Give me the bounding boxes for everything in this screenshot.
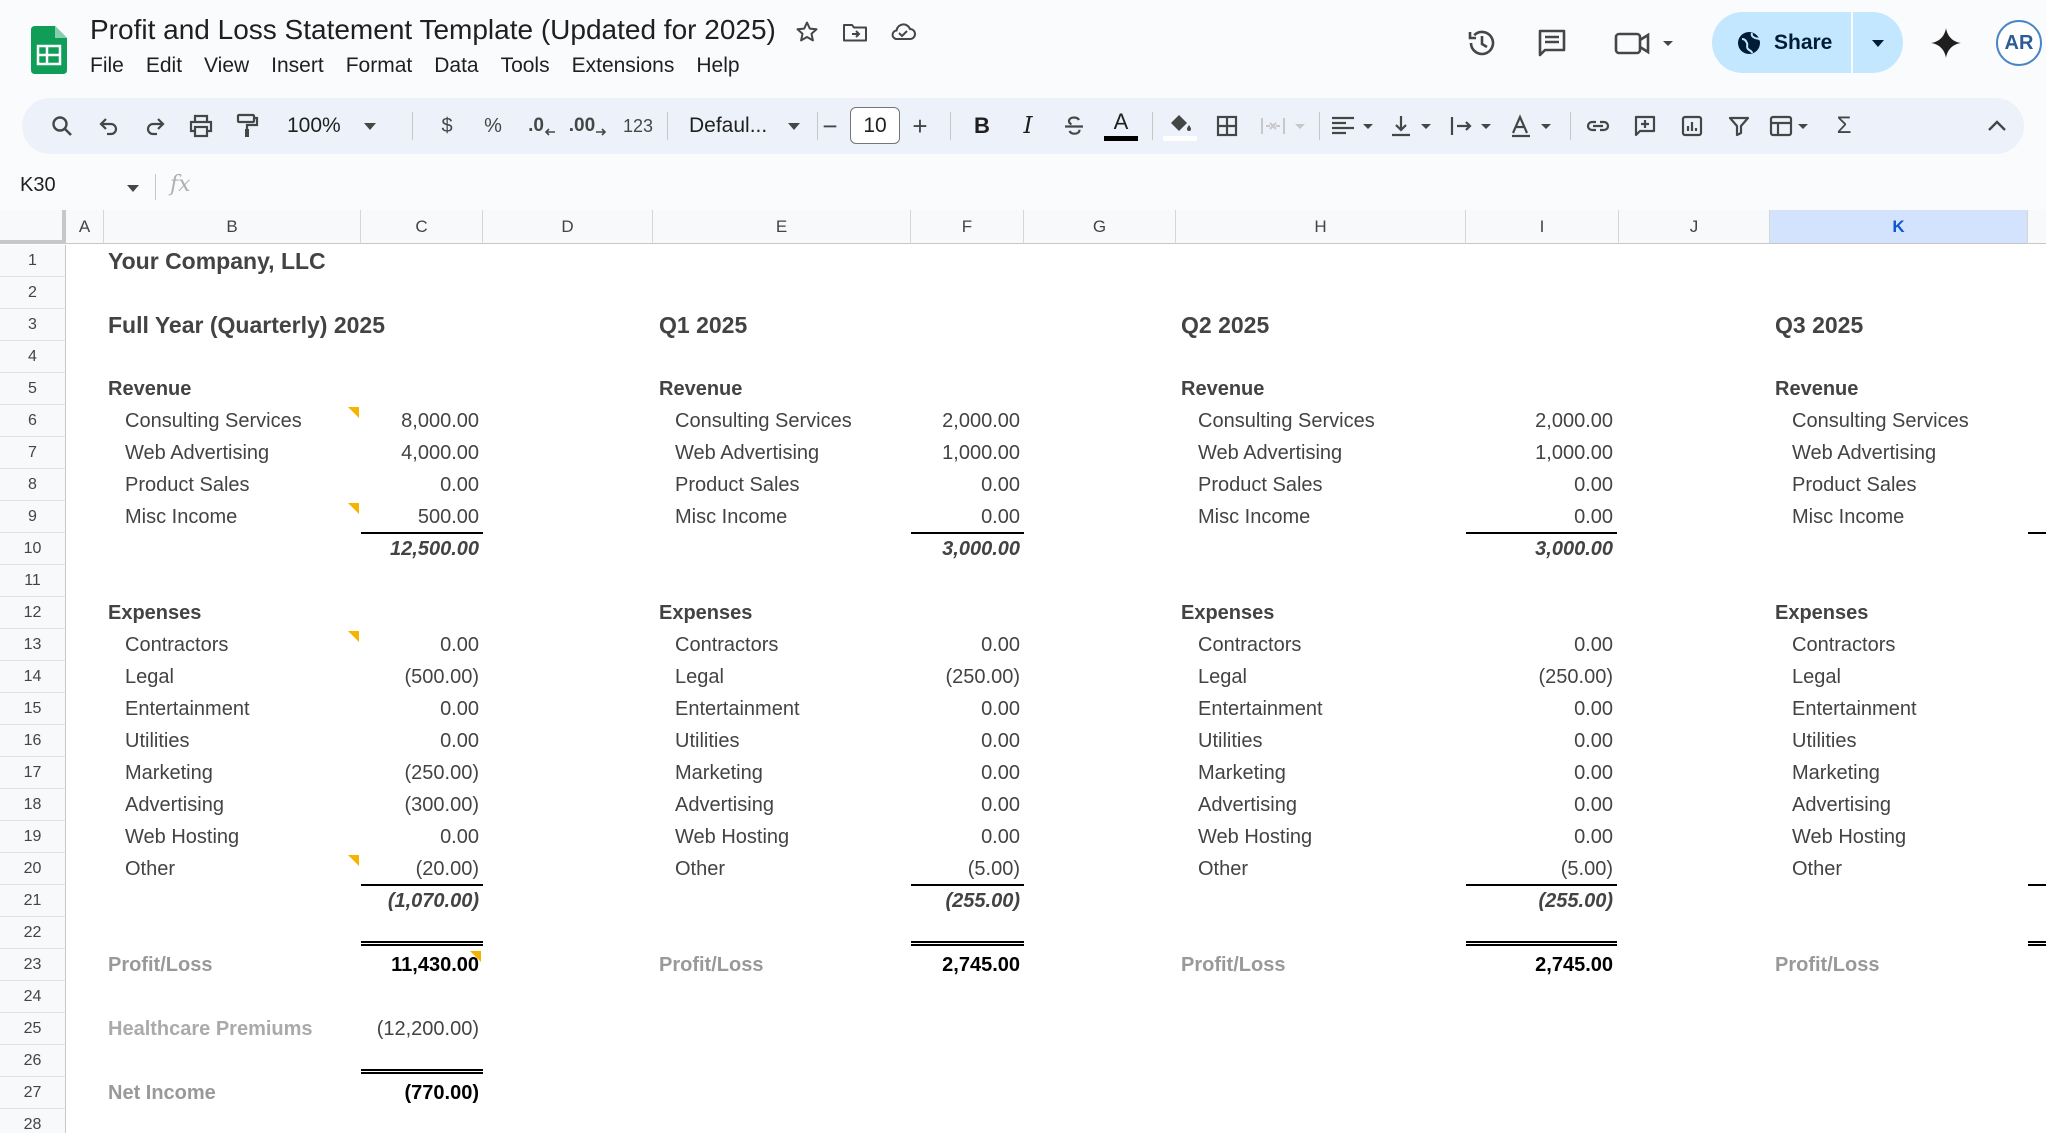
text-color-swatch <box>1104 136 1138 141</box>
column-header-j[interactable]: J <box>1619 210 1770 244</box>
expense-item-label[interactable]: Advertising <box>1198 794 1297 816</box>
vertical-align-icon[interactable] <box>1387 98 1443 154</box>
healthcare-label[interactable]: Healthcare Premiums <box>108 1018 313 1040</box>
double-border <box>2028 941 2046 946</box>
expense-item-label[interactable]: Entertainment <box>675 698 800 720</box>
print-icon[interactable] <box>185 98 217 154</box>
row-header-19[interactable]: 19 <box>0 821 66 853</box>
revenue-item-label[interactable]: Consulting Services <box>1198 410 1375 432</box>
font-family-value: Defaul... <box>689 114 768 137</box>
row-header-17[interactable]: 17 <box>0 757 66 789</box>
expense-item-label[interactable]: Utilities <box>1198 730 1263 752</box>
revenue-heading[interactable]: Revenue <box>1775 378 1859 400</box>
revenue-item-label[interactable]: Product Sales <box>125 474 250 496</box>
profit-loss-label[interactable]: Profit/Loss <box>1181 954 1286 976</box>
expense-value[interactable]: 0.00 <box>981 794 1020 816</box>
column-header-e[interactable]: E <box>653 210 911 244</box>
row-header-7[interactable]: 7 <box>0 437 66 469</box>
note-marker[interactable] <box>348 407 359 418</box>
row-header-23[interactable]: 23 <box>0 949 66 981</box>
row-header-25[interactable]: 25 <box>0 1013 66 1045</box>
expenses-heading[interactable]: Expenses <box>108 602 202 624</box>
row-header-1[interactable]: 1 <box>0 245 66 277</box>
menu-edit[interactable]: Edit <box>145 54 183 77</box>
column-header-b[interactable]: B <box>104 210 361 244</box>
section-title[interactable]: Full Year (Quarterly) 2025 <box>108 312 385 338</box>
menu-format[interactable]: Format <box>345 54 413 77</box>
revenue-value[interactable]: 0.00 <box>440 474 479 496</box>
expenses-total[interactable]: (255.00) <box>1538 890 1613 912</box>
caret-down-icon <box>363 121 377 131</box>
expense-value[interactable]: 0.00 <box>440 698 479 720</box>
revenue-value[interactable]: 1,000.00 <box>1535 442 1613 464</box>
menu-data[interactable]: Data <box>434 54 479 77</box>
borders-icon[interactable] <box>1207 98 1247 154</box>
title-bar <box>0 0 2046 90</box>
expense-value[interactable]: 0.00 <box>440 730 479 752</box>
decrease-decimal-button[interactable] <box>519 98 565 154</box>
expense-item-label[interactable]: Other <box>125 858 176 880</box>
expense-item-label[interactable]: Entertainment <box>1198 698 1323 720</box>
row-header-27[interactable]: 27 <box>0 1077 66 1109</box>
profit-loss-label[interactable]: Profit/Loss <box>108 954 213 976</box>
revenue-value[interactable]: 2,000.00 <box>942 410 1020 432</box>
font-family-select[interactable] <box>667 98 812 154</box>
expense-item-label[interactable]: Legal <box>1792 666 1841 688</box>
expense-value[interactable]: (5.00) <box>967 858 1020 880</box>
expenses-heading[interactable]: Expenses <box>1181 602 1275 624</box>
expense-value[interactable]: 0.00 <box>981 698 1020 720</box>
toolbar-divider <box>1152 112 1153 140</box>
revenue-heading[interactable]: Revenue <box>659 378 743 400</box>
column-header-d[interactable]: D <box>483 210 653 244</box>
table-view-icon[interactable] <box>1767 98 1821 154</box>
revenue-value[interactable]: 0.00 <box>1574 506 1613 528</box>
font-size-input[interactable]: 10 <box>850 107 900 144</box>
revenue-value[interactable]: 0.00 <box>981 474 1020 496</box>
expense-value[interactable]: 0.00 <box>981 730 1020 752</box>
row-header-3[interactable]: 3 <box>0 309 66 341</box>
profit-loss-value[interactable]: 11,430.00 <box>391 954 479 976</box>
merge-cells-icon[interactable] <box>1257 98 1313 154</box>
cell-border <box>2028 884 2046 886</box>
meet-video-icon[interactable] <box>1610 23 1686 63</box>
increase-decimal-button[interactable] <box>565 98 611 154</box>
expense-item-label[interactable]: Legal <box>675 666 724 688</box>
revenue-item-label[interactable]: Consulting Services <box>1792 410 1969 432</box>
paint-format-icon[interactable] <box>231 98 263 154</box>
expense-item-label[interactable]: Entertainment <box>1792 698 1917 720</box>
expense-item-label[interactable]: Contractors <box>1198 634 1302 656</box>
text-wrapping-icon[interactable] <box>1447 98 1503 154</box>
expense-item-label[interactable]: Marketing <box>1792 762 1880 784</box>
expense-item-label[interactable]: Advertising <box>125 794 224 816</box>
expense-value[interactable]: 0.00 <box>981 634 1020 656</box>
caret-down-icon <box>1869 37 1887 49</box>
italic-button[interactable]: I <box>1023 113 1033 139</box>
text-color-button[interactable] <box>1100 98 1142 154</box>
comments-icon[interactable] <box>1532 23 1572 63</box>
menu-extensions[interactable]: Extensions <box>571 54 675 77</box>
revenue-item-label[interactable]: Web Advertising <box>1792 442 1937 464</box>
expense-value[interactable]: (250.00) <box>1538 666 1613 688</box>
double-border <box>911 941 1024 946</box>
expense-item-label[interactable]: Utilities <box>125 730 190 752</box>
row-header-16[interactable]: 16 <box>0 725 66 757</box>
expense-item-label[interactable]: Marketing <box>125 762 213 784</box>
net-income-value[interactable]: (770.00) <box>404 1082 479 1104</box>
expense-item-label[interactable]: Other <box>1198 858 1249 880</box>
row-header-28[interactable]: 28 <box>0 1109 66 1133</box>
column-header-h[interactable]: H <box>1176 210 1466 244</box>
bold-button[interactable]: B <box>974 113 990 138</box>
row-header-8[interactable]: 8 <box>0 469 66 501</box>
increase-font-size-button[interactable]: + <box>912 110 928 141</box>
column-header-c[interactable]: C <box>361 210 483 244</box>
expense-value[interactable]: 0.00 <box>1574 634 1613 656</box>
expense-value[interactable]: 0.00 <box>1574 794 1613 816</box>
account-avatar[interactable]: AR <box>1996 20 2042 66</box>
arrow-left-icon <box>544 126 556 138</box>
expense-item-label[interactable]: Advertising <box>1792 794 1891 816</box>
profit-loss-value[interactable]: 2,745.00 <box>942 954 1020 976</box>
profit-loss-value[interactable]: 2,745.00 <box>1535 954 1613 976</box>
row-header-15[interactable]: 15 <box>0 693 66 725</box>
expense-value[interactable]: (250.00) <box>945 666 1020 688</box>
revenue-item-label[interactable]: Web Advertising <box>125 442 270 464</box>
healthcare-value[interactable]: (12,200.00) <box>376 1018 479 1040</box>
expense-item-label[interactable]: Legal <box>125 666 174 688</box>
caret-down-icon[interactable] <box>126 183 140 193</box>
row-header-13[interactable]: 13 <box>0 629 66 661</box>
revenue-value[interactable]: 4,000.00 <box>401 442 479 464</box>
globe-icon <box>1736 30 1762 56</box>
expense-value[interactable]: (500.00) <box>404 666 479 688</box>
select-all-corner[interactable] <box>0 210 66 244</box>
expense-item-label[interactable]: Web Hosting <box>125 826 240 848</box>
expense-value[interactable]: 0.00 <box>1574 826 1613 848</box>
cloud-saved-icon[interactable] <box>888 17 918 47</box>
expense-value[interactable]: 0.00 <box>1574 698 1613 720</box>
cell-border <box>2028 532 2046 534</box>
revenue-item-label[interactable]: Web Advertising <box>1198 442 1343 464</box>
revenue-heading[interactable]: Revenue <box>1181 378 1265 400</box>
search-menus-icon[interactable] <box>42 98 82 154</box>
revenue-item-label[interactable]: Misc Income <box>1792 506 1905 528</box>
row-header-18[interactable]: 18 <box>0 789 66 821</box>
fill-color-icon[interactable] <box>1160 98 1200 154</box>
arrow-right-icon <box>595 126 607 138</box>
revenue-value[interactable]: 0.00 <box>981 506 1020 528</box>
redo-icon[interactable] <box>139 98 171 154</box>
expense-value[interactable]: 0.00 <box>440 634 479 656</box>
revenue-value[interactable]: 2,000.00 <box>1535 410 1613 432</box>
revenue-value[interactable]: 1,000.00 <box>942 442 1020 464</box>
revenue-total[interactable]: 3,000.00 <box>942 538 1020 560</box>
expense-item-label[interactable]: Web Hosting <box>1792 826 1907 848</box>
expense-item-label[interactable]: Contractors <box>675 634 779 656</box>
expense-item-label[interactable]: Web Hosting <box>675 826 790 848</box>
expense-value[interactable]: (250.00) <box>404 762 479 784</box>
format-currency-button[interactable]: $ <box>441 114 453 137</box>
star-icon[interactable] <box>792 17 822 47</box>
toolbar-divider <box>1319 112 1320 140</box>
row-header-2[interactable]: 2 <box>0 277 66 309</box>
column-header-i[interactable]: I <box>1466 210 1619 244</box>
zoom-select[interactable] <box>287 98 387 154</box>
expense-value[interactable]: (300.00) <box>404 794 479 816</box>
insert-chart-icon[interactable] <box>1672 98 1712 154</box>
toolbar-divider <box>950 112 951 140</box>
revenue-item-label[interactable]: Product Sales <box>675 474 800 496</box>
revenue-item-label[interactable]: Consulting Services <box>125 410 302 432</box>
fill-color-swatch <box>1163 136 1197 141</box>
column-header-f[interactable]: F <box>911 210 1024 244</box>
expenses-heading[interactable]: Expenses <box>659 602 753 624</box>
insert-link-icon[interactable] <box>1578 98 1618 154</box>
row-header-21[interactable]: 21 <box>0 885 66 917</box>
document-title[interactable]: Profit and Loss Statement Template (Updated for 2025) <box>90 14 776 45</box>
expense-item-label[interactable]: Utilities <box>675 730 740 752</box>
row-header-5[interactable]: 5 <box>0 373 66 405</box>
functions-button[interactable]: Σ <box>1836 112 1852 139</box>
expense-value[interactable]: 0.00 <box>1574 762 1613 784</box>
decrease-font-size-button[interactable]: − <box>822 110 838 141</box>
expense-item-label[interactable]: Legal <box>1198 666 1247 688</box>
profit-loss-label[interactable]: Profit/Loss <box>659 954 764 976</box>
column-header-k[interactable]: K <box>1770 210 2028 244</box>
expenses-total[interactable]: (255.00) <box>945 890 1020 912</box>
section-title[interactable]: Q2 2025 <box>1181 312 1270 338</box>
revenue-item-label[interactable]: Product Sales <box>1198 474 1323 496</box>
section-title[interactable]: Q3 2025 <box>1775 312 1864 338</box>
share-label: Share <box>1774 30 1833 54</box>
revenue-item-label[interactable]: Misc Income <box>675 506 788 528</box>
revenue-value[interactable]: 8,000.00 <box>401 410 479 432</box>
format-percent-button[interactable]: % <box>484 114 502 137</box>
company-name[interactable]: Your Company, LLC <box>108 248 326 274</box>
row-header-9[interactable]: 9 <box>0 501 66 533</box>
version-history-icon[interactable] <box>1462 23 1502 63</box>
menu-help[interactable]: Help <box>696 54 740 77</box>
insert-comment-icon[interactable] <box>1625 98 1665 154</box>
net-income-label[interactable]: Net Income <box>108 1082 216 1104</box>
revenue-total[interactable]: 12,500.00 <box>390 538 479 560</box>
note-marker[interactable] <box>348 503 359 514</box>
expense-item-label[interactable]: Utilities <box>1792 730 1857 752</box>
expense-item-label[interactable]: Web Hosting <box>1198 826 1313 848</box>
toolbar-divider <box>1570 112 1571 140</box>
row-header-24[interactable]: 24 <box>0 981 66 1013</box>
row-header-4[interactable]: 4 <box>0 341 66 373</box>
toolbar-divider <box>412 112 413 140</box>
zoom-value: 100% <box>287 114 341 137</box>
spreadsheet-grid[interactable] <box>0 210 2046 1133</box>
text-rotation-icon[interactable] <box>1507 98 1563 154</box>
share-button[interactable] <box>1712 12 1851 73</box>
revenue-item-label[interactable]: Misc Income <box>125 506 238 528</box>
row-header-10[interactable]: 10 <box>0 533 66 565</box>
row-header-14[interactable]: 14 <box>0 661 66 693</box>
fx-icon: fx <box>170 172 191 197</box>
row-header-12[interactable]: 12 <box>0 597 66 629</box>
column-header-next[interactable] <box>2028 210 2046 244</box>
decrease-decimal-label: .0 <box>528 115 544 136</box>
formula-bar <box>0 168 2046 206</box>
expense-item-label[interactable]: Marketing <box>1198 762 1286 784</box>
revenue-item-label[interactable]: Consulting Services <box>675 410 852 432</box>
menu-bar <box>90 52 751 80</box>
column-header-a[interactable]: A <box>66 210 104 244</box>
expenses-total[interactable]: (1,070.00) <box>387 890 479 912</box>
expense-value[interactable]: 0.00 <box>1574 730 1613 752</box>
menu-view[interactable]: View <box>204 54 250 77</box>
expense-item-label[interactable]: Entertainment <box>125 698 250 720</box>
revenue-item-label[interactable]: Misc Income <box>1198 506 1311 528</box>
menu-tools[interactable]: Tools <box>500 54 550 77</box>
menu-file[interactable]: File <box>90 54 124 77</box>
undo-icon[interactable] <box>93 98 125 154</box>
revenue-value[interactable]: 500.00 <box>417 506 479 528</box>
filter-icon[interactable] <box>1719 98 1759 154</box>
column-header-g[interactable]: G <box>1024 210 1176 244</box>
double-border <box>1466 941 1617 946</box>
revenue-heading[interactable]: Revenue <box>108 378 192 400</box>
formula-divider <box>155 174 156 200</box>
double-border <box>361 1069 483 1074</box>
more-formats-button[interactable]: 123 <box>622 115 654 136</box>
expense-item-label[interactable]: Advertising <box>675 794 774 816</box>
sheets-logo-icon[interactable] <box>29 26 69 74</box>
horizontal-align-icon[interactable] <box>1327 98 1383 154</box>
move-folder-icon[interactable] <box>840 17 870 47</box>
expense-item-label[interactable]: Contractors <box>1792 634 1896 656</box>
revenue-item-label[interactable]: Web Advertising <box>675 442 820 464</box>
row-header-20[interactable]: 20 <box>0 853 66 885</box>
expense-item-label[interactable]: Contractors <box>125 634 229 656</box>
note-marker[interactable] <box>348 855 359 866</box>
row-header-6[interactable]: 6 <box>0 405 66 437</box>
increase-decimal-label: .00 <box>568 115 596 136</box>
gemini-sparkle-icon[interactable] <box>1926 23 1966 63</box>
expense-value[interactable]: (20.00) <box>415 858 479 880</box>
row-header-26[interactable]: 26 <box>0 1045 66 1077</box>
revenue-total[interactable]: 3,000.00 <box>1535 538 1613 560</box>
double-border <box>361 941 483 946</box>
revenue-value[interactable]: 0.00 <box>1574 474 1613 496</box>
expense-value[interactable]: 0.00 <box>981 826 1020 848</box>
row-header-22[interactable]: 22 <box>0 917 66 949</box>
collapse-menus-icon[interactable] <box>1977 98 2017 154</box>
expense-value[interactable]: 0.00 <box>981 762 1020 784</box>
text-color-glyph: A <box>1113 109 1129 134</box>
name-box[interactable]: K30 <box>20 174 56 196</box>
share-dropdown-button[interactable] <box>1853 12 1903 73</box>
expense-item-label[interactable]: Marketing <box>675 762 763 784</box>
note-marker[interactable] <box>470 951 481 962</box>
expenses-heading[interactable]: Expenses <box>1775 602 1869 624</box>
expense-item-label[interactable]: Other <box>675 858 726 880</box>
revenue-item-label[interactable]: Product Sales <box>1792 474 1917 496</box>
row-header-11[interactable]: 11 <box>0 565 66 597</box>
menu-insert[interactable]: Insert <box>271 54 324 77</box>
caret-down-icon <box>787 121 801 131</box>
expense-value[interactable]: (5.00) <box>1560 858 1613 880</box>
expense-item-label[interactable]: Other <box>1792 858 1843 880</box>
strikethrough-icon[interactable] <box>1054 98 1094 154</box>
expense-value[interactable]: 0.00 <box>440 826 479 848</box>
profit-loss-label[interactable]: Profit/Loss <box>1775 954 1880 976</box>
note-marker[interactable] <box>348 631 359 642</box>
toolbar <box>22 98 2024 154</box>
section-title[interactable]: Q1 2025 <box>659 312 748 338</box>
